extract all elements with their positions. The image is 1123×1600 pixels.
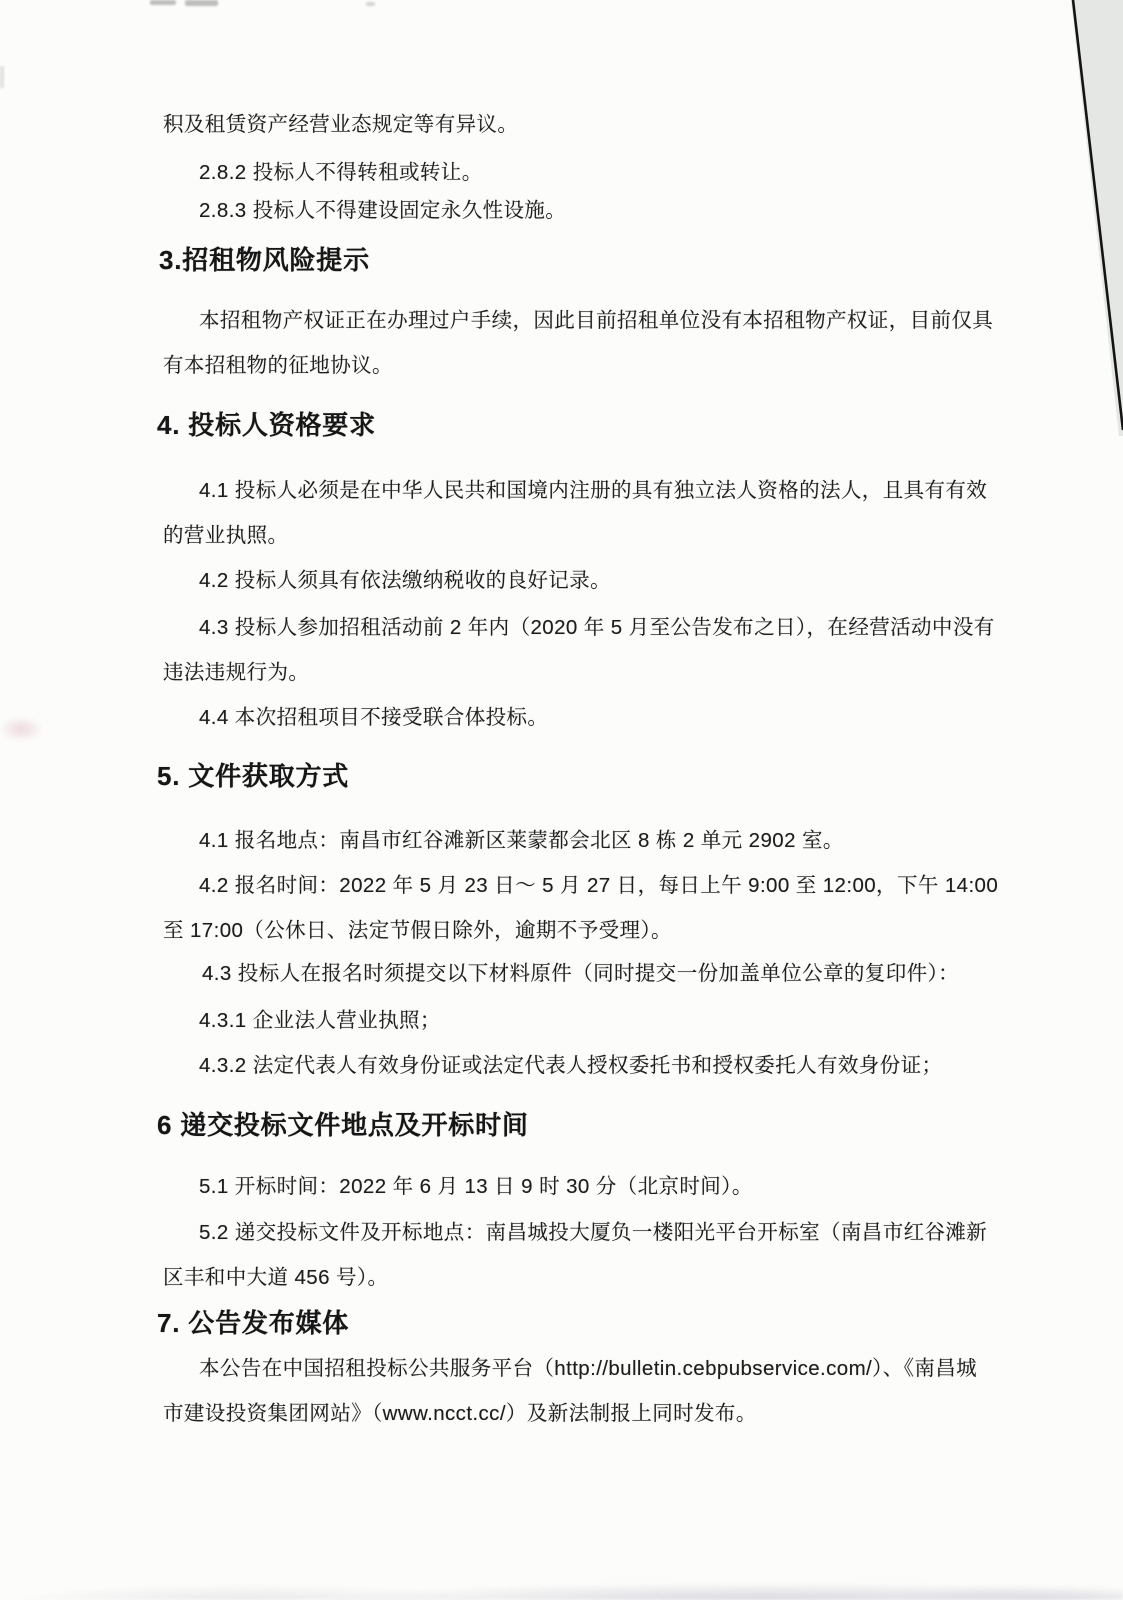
clause-4-1-line-1: 4.1 投标人必须是在中华人民共和国境内注册的具有独立法人资格的法人，且具有有效 (199, 479, 988, 502)
bid-opening-time: 5.1 开标时间：2022 年 6 月 13 日 9 时 30 分（北京时间）。 (199, 1175, 753, 1198)
registration-time-line-2: 至 17:00（公休日、法定节假日除外，逾期不予受理）。 (163, 919, 672, 942)
section-3-paragraph-line-2: 有本招租物的征地协议。 (163, 354, 393, 377)
material-4-3-2: 4.3.2 法定代表人有效身份证或法定代表人授权委托书和授权委托人有效身份证； (199, 1054, 943, 1077)
clause-4-3-line-1: 4.3 投标人参加招租活动前 2 年内（2020 年 5 月至公告发布之日），在经营活动中没有 (199, 616, 995, 639)
clause-4-3-line-2: 违法违规行为。 (163, 661, 310, 684)
publication-media-line-1: 本公告在中国招租投标公共服务平台（http://bulletin.cebpubservice.com/）、《南昌城 (199, 1357, 978, 1380)
required-materials-intro: 4.3 投标人在报名时须提交以下材料原件（同时提交一份加盖单位公章的复印件）： (202, 962, 960, 985)
clause-4-1-line-2: 的营业执照。 (163, 524, 289, 547)
section-6-heading: 6 递交投标文件地点及开标时间 (157, 1110, 529, 1140)
section-3-heading: 3.招租物风险提示 (159, 245, 370, 275)
publication-media-line-2: 市建设投资集团网站》（www.ncct.cc/）及新法制报上同时发布。 (163, 1402, 757, 1425)
section-4-heading: 4. 投标人资格要求 (157, 410, 376, 440)
scan-smudge-left-pink (0, 712, 50, 746)
section-5-heading: 5. 文件获取方式 (157, 761, 350, 791)
section-3-paragraph-line-1: 本招租物产权证正在办理过户手续，因此目前招租单位没有本招租物产权证，目前仅具 (199, 309, 994, 332)
scan-smudge-top-1 (150, 0, 176, 5)
scan-smudge-top-3 (366, 2, 375, 6)
clause-4-2: 4.2 投标人须具有依法缴纳税收的良好记录。 (199, 569, 611, 592)
scan-mark-left-edge (0, 66, 4, 88)
page-corner-fold-artifact (1069, 0, 1123, 436)
bid-opening-place-line-1: 5.2 递交投标文件及开标地点：南昌城投大厦负一楼阳光平台开标室（南昌市红谷滩新 (199, 1221, 988, 1244)
scan-noise-bottom-band (0, 1584, 1123, 1600)
clause-2-8-1-continuation: 积及租赁资产经营业态规定等有异议。 (163, 113, 519, 136)
registration-time-line-1: 4.2 报名时间：2022 年 5 月 23 日～ 5 月 27 日，每日上午 9:00 至 12:00，下午 14:00 (199, 874, 999, 897)
section-7-heading: 7. 公告发布媒体 (157, 1308, 350, 1338)
clause-2-8-3: 2.8.3 投标人不得建设固定永久性设施。 (199, 199, 567, 222)
registration-address: 4.1 报名地点：南昌市红谷滩新区莱蒙都会北区 8 栋 2 单元 2902 室。 (199, 829, 844, 852)
material-4-3-1: 4.3.1 企业法人营业执照； (199, 1009, 441, 1032)
bid-opening-place-line-2: 区丰和中大道 456 号）。 (163, 1266, 389, 1289)
clause-4-4: 4.4 本次招租项目不接受联合体投标。 (199, 706, 549, 729)
clause-2-8-2: 2.8.2 投标人不得转租或转让。 (199, 161, 483, 184)
scan-smudge-top-2 (185, 0, 218, 6)
